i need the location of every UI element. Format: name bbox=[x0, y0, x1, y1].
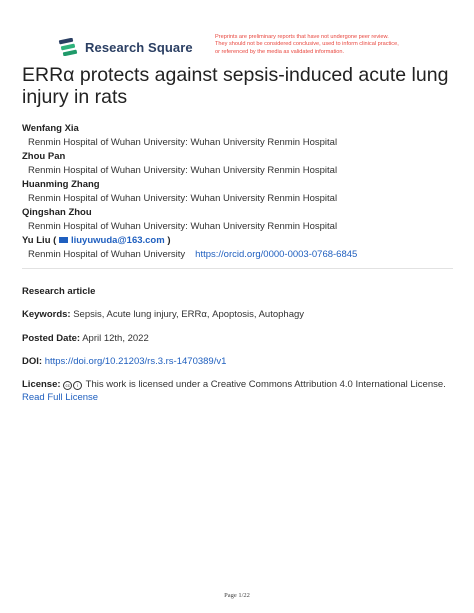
author-affiliation: Renmin Hospital of Wuhan University: Wuhan University Renmin Hospital bbox=[28, 137, 338, 148]
posted-date bbox=[22, 332, 462, 345]
license-line bbox=[22, 378, 462, 391]
section-divider bbox=[22, 268, 453, 269]
keywords bbox=[22, 308, 462, 321]
creative-commons-icon: cc bbox=[63, 381, 72, 390]
author-email: liuyuwuda@163.com bbox=[70, 235, 165, 246]
author-affiliation: Renmin Hospital of Wuhan University bbox=[28, 249, 186, 260]
author-affiliation: Renmin Hospital of Wuhan University: Wuhan University Renmin Hospital bbox=[28, 221, 338, 232]
author-name: Huanming Zhang bbox=[22, 179, 100, 190]
article-type bbox=[22, 285, 462, 298]
doi-label: DOI: bbox=[22, 356, 43, 367]
article-type-value: Research article bbox=[22, 286, 96, 297]
keywords-value: Sepsis, Acute lung injury, ERRα, Apoptosis, Autophagy bbox=[73, 309, 305, 320]
paren-close: ) bbox=[167, 235, 171, 246]
mail-icon bbox=[59, 237, 68, 243]
author-email-link[interactable] bbox=[59, 235, 165, 246]
brand-name: Research Square bbox=[85, 39, 193, 55]
research-square-logo-icon bbox=[57, 38, 79, 56]
corresponding-author bbox=[22, 234, 452, 248]
page-header bbox=[0, 0, 474, 62]
license-label: License: bbox=[22, 379, 61, 390]
author-list bbox=[22, 122, 452, 262]
paren-open: ( bbox=[53, 235, 57, 246]
page-number: Page 1/22 bbox=[224, 592, 250, 599]
disclaimer-line: Preprints are preliminary reports that have not undergone peer review. bbox=[215, 34, 389, 40]
paper-title: ERRα protects against sepsis-induced acute lung injury in rats bbox=[22, 64, 449, 108]
disclaimer-line: They should not be considered conclusive, used to inform clinical practice, bbox=[215, 41, 399, 48]
orcid-link[interactable]: https://orcid.org/0000-0003-0768-6845 bbox=[195, 249, 358, 260]
author-name: Wenfang Xia bbox=[22, 123, 79, 134]
author-affiliation-row bbox=[22, 248, 452, 262]
disclaimer-line: or referenced by the media as validated information. bbox=[215, 48, 345, 55]
attribution-icon: i bbox=[73, 381, 82, 390]
posted-date-label: Posted Date: bbox=[22, 333, 81, 344]
posted-date-value: April 12th, 2022 bbox=[82, 333, 149, 344]
author-name: Zhou Pan bbox=[22, 151, 66, 162]
keywords-label: Keywords: bbox=[22, 309, 71, 320]
read-full-license-link[interactable]: Read Full License bbox=[22, 392, 99, 403]
author-name: Qingshan Zhou bbox=[22, 207, 92, 218]
doi bbox=[22, 355, 462, 368]
preprint-disclaimer bbox=[215, 34, 445, 56]
author-affiliation: Renmin Hospital of Wuhan University: Wuhan University Renmin Hospital bbox=[28, 193, 338, 204]
license-text: This work is licensed under a Creative Commons Attribution 4.0 International License. bbox=[85, 379, 446, 390]
research-square-logo[interactable] bbox=[57, 38, 193, 56]
author-name: Yu Liu bbox=[22, 235, 51, 246]
doi-link[interactable]: https://doi.org/10.21203/rs.3.rs-1470389/v1 bbox=[44, 356, 227, 367]
author-affiliation: Renmin Hospital of Wuhan University: Wuhan University Renmin Hospital bbox=[28, 165, 338, 176]
license bbox=[22, 378, 462, 404]
